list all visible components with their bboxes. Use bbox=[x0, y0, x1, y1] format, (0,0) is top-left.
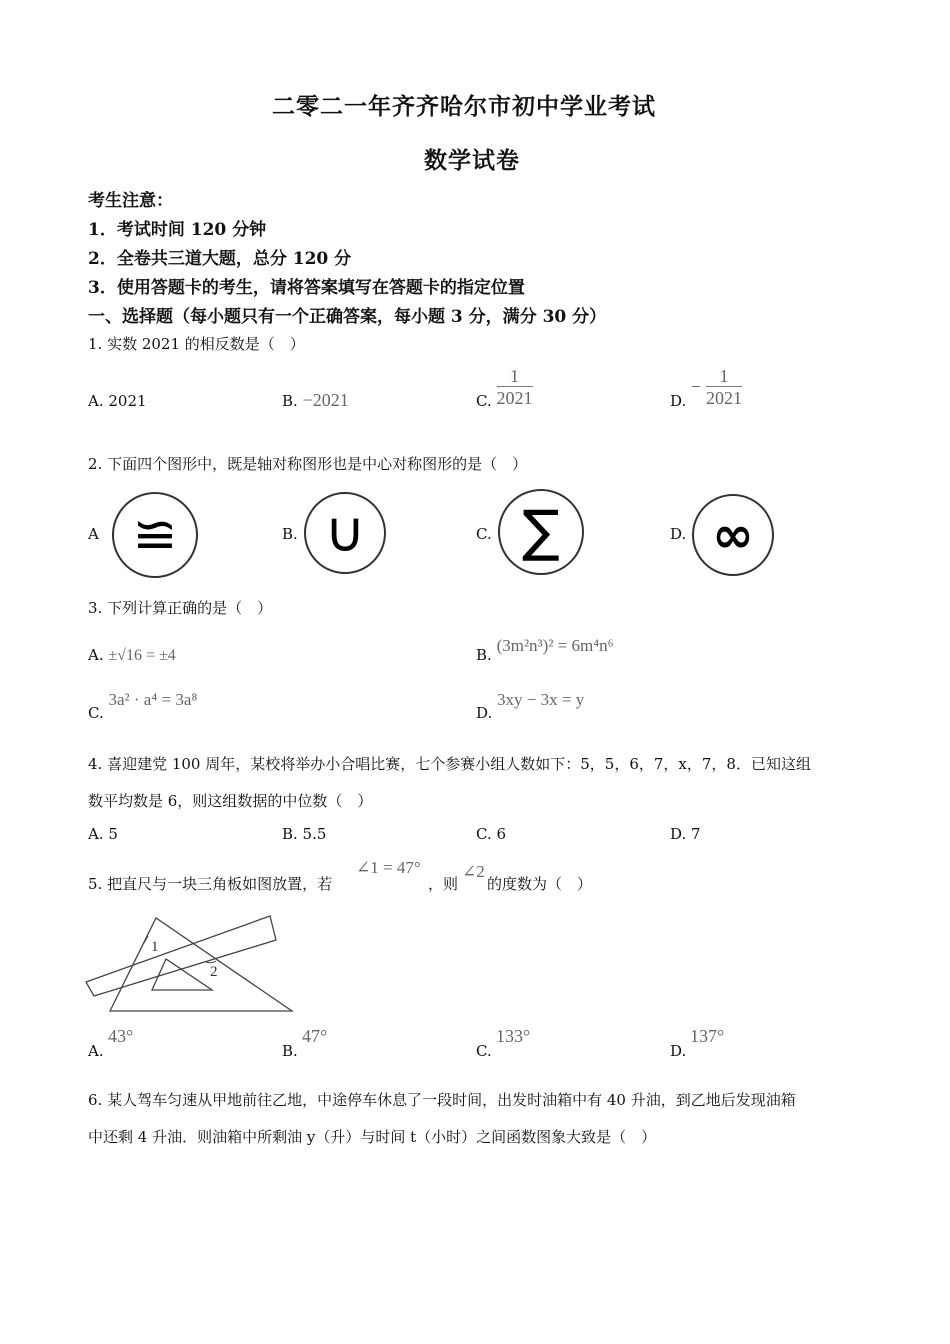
question-6-line1: 6. 某人驾车匀速从甲地前往乙地，中途停车休息了一段时间，出发时油箱中有 40 升油，到乙地后发现油箱 bbox=[88, 1091, 796, 1109]
option-expression: (3m²n³)² = 6m⁴n⁶ bbox=[496, 636, 614, 655]
figure-label-1: 1 bbox=[151, 939, 159, 955]
q5-value-a: 43° bbox=[108, 1026, 134, 1046]
question-3-stem: 3. 下列计算正确的是（ ） bbox=[88, 599, 273, 617]
q3-option-a bbox=[88, 646, 176, 665]
option-label: D. bbox=[670, 392, 687, 410]
q3-option-c bbox=[88, 690, 197, 722]
option-expression: 3xy − 3x = y bbox=[497, 690, 585, 709]
q2-label-a: A bbox=[88, 525, 99, 543]
symbol-glyph: ∑ bbox=[522, 499, 560, 564]
fraction: $\frac{1}{2021}$ bbox=[705, 365, 742, 408]
q2-label-d: D. bbox=[670, 525, 687, 543]
q5-label-d: D. bbox=[670, 1042, 687, 1060]
q4-option-c: C. 6 bbox=[476, 825, 507, 843]
page-subtitle: 数学试卷 bbox=[424, 147, 520, 174]
sigma-symbol-icon bbox=[498, 489, 584, 575]
q4-option-d: D. 7 bbox=[670, 825, 701, 843]
notice-item: 3．使用答题卡的考生，请将答案填写在答题卡的指定位置 bbox=[88, 278, 525, 298]
symbol-glyph: ∪ bbox=[324, 500, 366, 565]
option-label: B. bbox=[476, 646, 492, 664]
option-label: C. bbox=[476, 392, 492, 410]
notice-item: 2．全卷共三道大题，总分 120 分 bbox=[88, 249, 352, 269]
q3-option-b bbox=[476, 636, 614, 664]
question-4-line2: 数平均数是 6，则这组数据的中位数（ ） bbox=[88, 792, 373, 810]
q5-value-c: 133° bbox=[496, 1026, 531, 1046]
ruler-triangle-figure bbox=[82, 912, 302, 1016]
option-label: A. bbox=[88, 646, 104, 664]
option-label: D. bbox=[476, 704, 493, 722]
option-value: 2021 bbox=[108, 392, 147, 410]
union-symbol-icon bbox=[304, 492, 386, 574]
q4-option-b: B. 5.5 bbox=[282, 825, 327, 843]
question-4-line1: 4. 喜迎建党 100 周年，某校将举办小合唱比赛，七个参赛小组人数如下：5，5，6，7，x，7，8．已知这组 bbox=[88, 755, 811, 773]
option-value: −2021 bbox=[302, 390, 349, 410]
question-5-stem-a: 5. 把直尺与一块三角板如图放置，若 bbox=[88, 875, 333, 893]
q5-value-b: 47° bbox=[302, 1026, 328, 1046]
question-1-stem: 1. 实数 2021 的相反数是（ ） bbox=[88, 335, 305, 353]
option-label: C. bbox=[88, 704, 104, 722]
ruler-shape bbox=[86, 916, 276, 996]
q5-label-b: B. bbox=[282, 1042, 298, 1060]
infinity-symbol-icon bbox=[692, 494, 774, 576]
q1-option-a bbox=[88, 392, 147, 410]
fraction: $\frac{1}{2021}$ bbox=[496, 365, 533, 408]
option-expression: ±√16 = ±4 bbox=[108, 647, 176, 664]
q3-option-d bbox=[476, 690, 584, 722]
q5-label-c: C. bbox=[476, 1042, 492, 1060]
q1-option-d bbox=[670, 364, 742, 410]
triangle-inner bbox=[152, 959, 212, 990]
page-title: 二零二一年齐齐哈尔市初中学业考试 bbox=[272, 93, 656, 120]
option-label: A. bbox=[88, 392, 104, 410]
symbol-glyph: ≌ bbox=[132, 503, 178, 566]
angle-1-expression: ∠1 = 47° bbox=[356, 858, 421, 877]
question-5-stem-b: ，则 bbox=[428, 875, 459, 893]
q1-option-c bbox=[476, 364, 533, 410]
figure-label-2: 2 bbox=[210, 964, 218, 980]
q5-label-a: A. bbox=[88, 1042, 104, 1060]
congruent-symbol-icon bbox=[112, 492, 198, 578]
q2-label-c: C. bbox=[476, 525, 492, 543]
q5-value-d: 137° bbox=[690, 1026, 725, 1046]
question-5-stem-c: 的度数为（ ） bbox=[487, 875, 593, 893]
q2-label-b: B. bbox=[282, 525, 298, 543]
question-2-stem: 2. 下面四个图形中，既是轴对称图形也是中心对称图形的是（ ） bbox=[88, 455, 528, 473]
angle-2-expression: ∠2 bbox=[462, 862, 485, 881]
section-heading: 一、选择题（每小题只有一个正确答案，每小题 3 分，满分 30 分） bbox=[88, 307, 607, 327]
q1-option-b bbox=[282, 390, 349, 411]
triangle-outer bbox=[110, 918, 292, 1011]
notice-heading: 考生注意： bbox=[88, 191, 173, 211]
option-label: B. bbox=[282, 392, 298, 410]
symbol-glyph: ∞ bbox=[712, 506, 754, 564]
q4-option-a: A. 5 bbox=[88, 825, 118, 843]
question-6-line2: 中还剩 4 升油．则油箱中所剩油 y（升）与时间 t（小时）之间函数图象大致是（ ） bbox=[88, 1128, 657, 1146]
option-expression: 3a² · a⁴ = 3a⁸ bbox=[108, 690, 198, 709]
minus-sign: − bbox=[691, 376, 702, 397]
notice-item: 1．考试时间 120 分钟 bbox=[88, 220, 267, 240]
